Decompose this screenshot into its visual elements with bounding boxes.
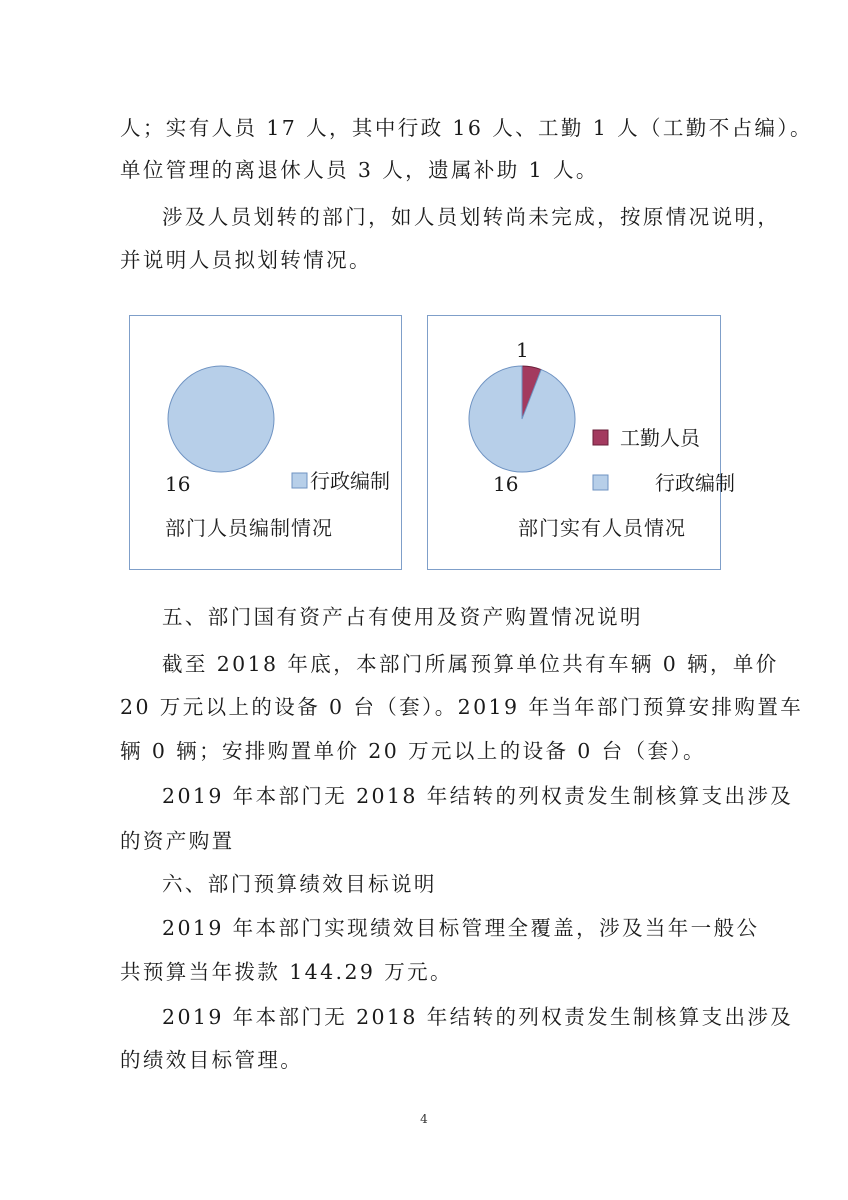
paragraph-line: 辆 0 辆；安排购置单价 20 万元以上的设备 0 台（套）。 — [120, 739, 706, 763]
legend-label: 行政编制 — [310, 469, 390, 493]
data-label: 16 — [493, 472, 519, 496]
paragraph-line: 20 万元以上的设备 0 台（套）。2019 年当年部门预算安排购置车 — [120, 695, 804, 719]
legend-swatch — [292, 473, 307, 488]
paragraph-line: 2019 年本部门无 2018 年结转的列权责发生制核算支出涉及 — [162, 1005, 794, 1029]
paragraph-line: 涉及人员划转的部门，如人员划转尚未完成，按原情况说明， — [162, 205, 781, 229]
paragraph-line: 并说明人员拟划转情况。 — [120, 248, 372, 272]
paragraph-line: 人；实有人员 17 人，其中行政 16 人、工勤 1 人（工勤不占编）。 — [120, 116, 813, 140]
section-heading: 五、部门国有资产占有使用及资产购置情况说明 — [162, 605, 643, 629]
staffing-chart — [129, 315, 402, 570]
actual-staff-chart-svg — [428, 316, 735, 571]
staffing-chart-svg — [130, 316, 403, 571]
paragraph-line: 的绩效目标管理。 — [120, 1048, 304, 1072]
paragraph-line: 单位管理的离退休人员 3 人，遗属补助 1 人。 — [120, 158, 599, 182]
actual-staff-chart — [427, 315, 735, 570]
page-number: 4 — [420, 1112, 428, 1126]
legend-swatch — [593, 430, 608, 445]
paragraph-line: 2019 年本部门无 2018 年结转的列权责发生制核算支出涉及 — [162, 784, 794, 808]
section-heading: 六、部门预算绩效目标说明 — [162, 872, 437, 896]
actual-staff-pie — [469, 366, 575, 472]
paragraph-line: 2019 年本部门实现绩效目标管理全覆盖，涉及当年一般公 — [162, 916, 760, 940]
paragraph-line: 的资产购置 — [120, 829, 235, 853]
legend-label: 工勤人员 — [620, 426, 700, 450]
legend-swatch — [593, 475, 608, 490]
legend-label: 行政编制 — [655, 471, 735, 495]
pie-slice — [469, 366, 575, 472]
staffing-pie — [168, 366, 274, 472]
paragraph-line: 共预算当年拨款 144.29 万元。 — [120, 960, 453, 984]
chart-title: 部门人员编制情况 — [165, 516, 333, 540]
data-label: 16 — [165, 472, 191, 496]
pie-slice — [168, 366, 274, 472]
data-label: 1 — [516, 338, 529, 362]
chart-title: 部门实有人员情况 — [518, 516, 686, 540]
paragraph-line: 截至 2018 年底，本部门所属预算单位共有车辆 0 辆，单价 — [162, 652, 779, 676]
